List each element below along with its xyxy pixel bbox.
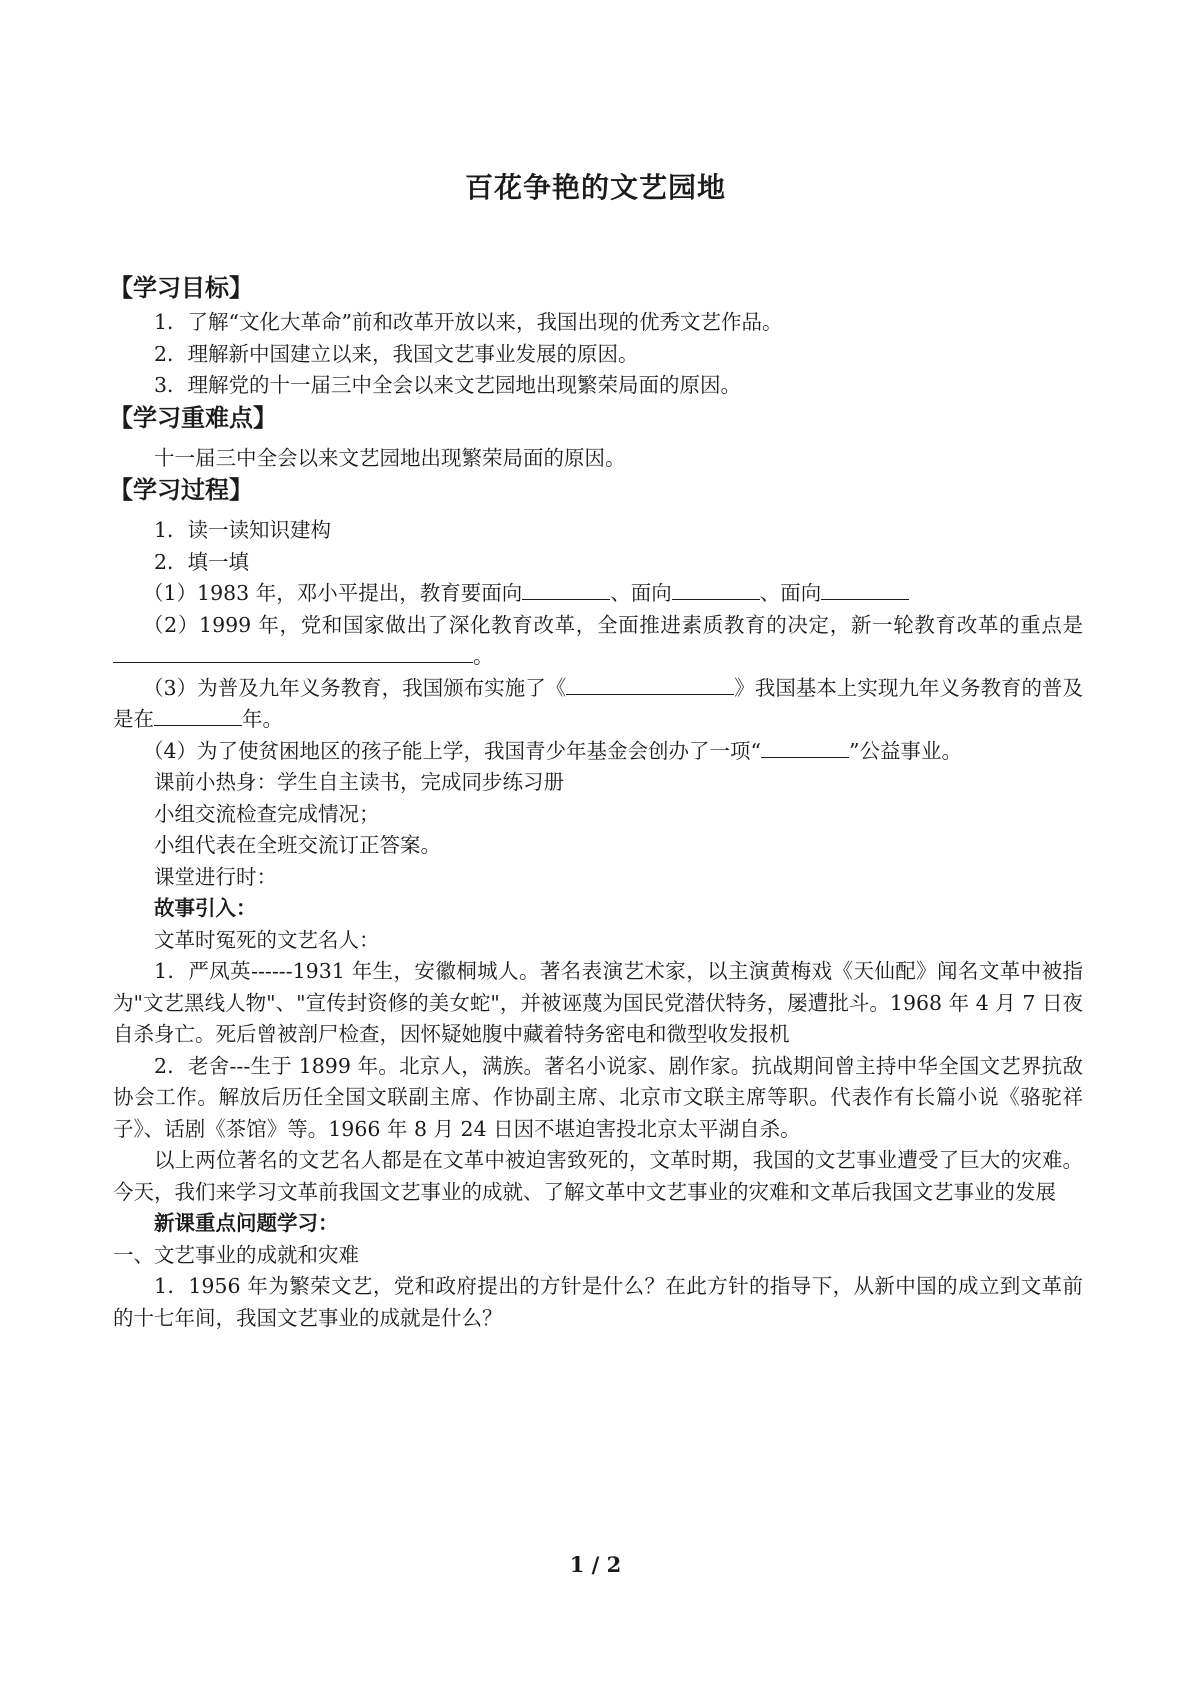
key-points-text: 十一届三中全会以来文艺园地出现繁荣局面的原因。 bbox=[154, 445, 626, 470]
goal-item-2: 2．理解新中国建立以来，我国文艺事业发展的原因。 bbox=[154, 341, 639, 366]
q3-text-c: 年。 bbox=[242, 707, 283, 731]
heading-key-points: 【学习重难点】 bbox=[109, 403, 277, 432]
q3-blank-1 bbox=[566, 676, 734, 695]
warmup-text: 课前小热身：学生自主读书，完成同步练习册 bbox=[154, 770, 564, 794]
group-check-text: 小组交流检查完成情况； bbox=[154, 801, 380, 826]
q3-text-a: （3）为普及九年义务教育，我国颁布实施了《 bbox=[143, 675, 567, 700]
part-1-heading: 一、文艺事业的成就和灾难 bbox=[113, 1242, 359, 1267]
process-step-2: 2．填一填 bbox=[154, 549, 250, 574]
document-body bbox=[109, 272, 1083, 1334]
q2-text-b: 。 bbox=[473, 644, 494, 668]
q2-text-a: （2）1999 年，党和国家做出了深化教育改革，全面推进素质教育的决定，新一轮教育改革的重点是 bbox=[143, 612, 1083, 637]
q1-text-b: 、面向 bbox=[610, 581, 672, 605]
person-2-paragraph: 2．老舍---生于 1899 年。北京人，满族。著名小说家、剧作家。抗战期间曾主持中华全国文艺界抗敌协会工作。解放后历任全国文联副主席、作协副主席、北京市文联主席等职。代表作有长篇小说《骆驼祥子》、话剧《茶馆》等。1966 年 8 月 24 日因不堪迫害投北京太平湖自杀。 bbox=[113, 1053, 1083, 1141]
q4-text-b: ”公益事业。 bbox=[849, 738, 963, 763]
q1-blank-3 bbox=[821, 581, 909, 600]
summary-paragraph: 以上两位著名的文艺名人都是在文革中被迫害致死的，文革时期，我国的文艺事业遭受了巨大的灾难。今天，我们来学习文革前我国文艺事业的成就、了解文革中文艺事业的灾难和文革后我国文艺事业的发展 bbox=[113, 1148, 1083, 1204]
heading-learning-goals: 【学习目标】 bbox=[109, 274, 253, 302]
fill-question-2 bbox=[113, 610, 1083, 673]
fill-question-3 bbox=[113, 673, 1083, 736]
q4-blank bbox=[761, 739, 849, 758]
q4-text-a: （4）为了使贫困地区的孩子能上学，我国青少年基金会创办了一项“ bbox=[143, 738, 762, 763]
class-time-text: 课堂进行时： bbox=[154, 864, 277, 889]
new-lesson-label: 新课重点问题学习： bbox=[154, 1211, 339, 1235]
goal-item-3: 3．理解党的十一届三中全会以来文艺园地出现繁荣局面的原因。 bbox=[154, 373, 742, 397]
fill-question-1 bbox=[113, 578, 1083, 610]
q3-text-b: 》我国基本上实现九年义务教育的普及是在 bbox=[113, 675, 1083, 731]
fill-question-4 bbox=[113, 736, 1083, 768]
story-label: 故事引入： bbox=[154, 896, 257, 920]
q1-text-c: 、面向 bbox=[759, 581, 822, 605]
person-1-paragraph: 1．严凤英------1931 年生，安徽桐城人。著名表演艺术家，以主演黄梅戏《天仙配》闻名文革中被指为"文艺黑线人物"、"宣传封资修的美女蛇"，并被诬蔑为国民党潜伏特务，屡遭批斗。1968 年 4 月 7 日夜自杀身亡。死后曾被剖尸检查，因怀疑她腹中藏着特务密电和微型收发报机 bbox=[113, 959, 1083, 1046]
q1-text-a: （1）1983 年，邓小平提出，教育要面向 bbox=[143, 581, 523, 605]
q2-blank bbox=[113, 644, 473, 663]
process-step-1: 1．读一读知识建构 bbox=[154, 518, 332, 542]
page-title: 百花争艳的文艺园地 bbox=[464, 171, 726, 204]
part-1-question-1: 1．1956 年为繁荣文艺，党和政府提出的方针是什么？在此方针的指导下，从新中国的成立到文革前的十七年间，我国文艺事业的成就是什么？ bbox=[113, 1274, 1083, 1330]
page-number: 1 / 2 bbox=[569, 1552, 622, 1577]
story-intro: 文革时冤死的文艺名人： bbox=[154, 927, 380, 952]
q1-blank-1 bbox=[522, 581, 610, 600]
goal-item-1: 1．了解“文化大革命”前和改革开放以来，我国出现的优秀文艺作品。 bbox=[154, 310, 783, 334]
q1-blank-2 bbox=[672, 581, 760, 600]
heading-learning-process: 【学习过程】 bbox=[109, 476, 253, 504]
q3-blank-2 bbox=[154, 707, 242, 726]
group-report-text: 小组代表在全班交流订正答案。 bbox=[154, 833, 441, 857]
